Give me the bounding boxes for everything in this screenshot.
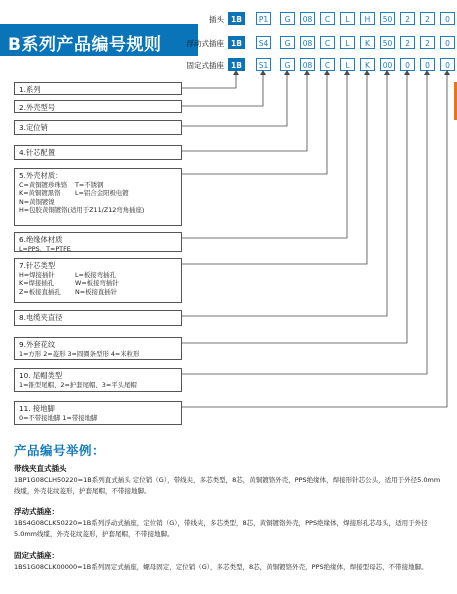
connector-line xyxy=(182,71,287,126)
spec-title: 6.绝缘体材质 xyxy=(19,235,63,244)
spec-title: 7.针芯类型 xyxy=(19,261,56,270)
code-cell: 2 xyxy=(400,12,415,25)
connector-line xyxy=(182,71,427,374)
code-cell: 0 xyxy=(440,36,455,49)
spec-title: 10. 尾帽类型 xyxy=(19,371,63,380)
code-row-label: 固定式插座 xyxy=(186,61,224,70)
code-cell: K xyxy=(360,58,375,71)
spec-option: Z=板接直插孔 xyxy=(19,287,61,296)
spec-box xyxy=(14,258,182,303)
spec-box xyxy=(14,368,182,392)
spec-line: N=黄铜镀镍 xyxy=(19,197,55,206)
spec-title: 11. 接地脚 xyxy=(19,404,55,413)
code-cell: 2 xyxy=(400,36,415,49)
code-row-label: 浮动式插座 xyxy=(186,39,224,48)
spec-box xyxy=(14,168,182,226)
code-cell: L xyxy=(340,36,355,49)
spec-line: 0=不带接地脚 1=带接地脚 xyxy=(19,414,98,422)
code-cell: G xyxy=(280,36,295,49)
spec-box xyxy=(14,310,182,326)
code-cell: G xyxy=(280,12,295,25)
spec-box xyxy=(14,82,182,95)
spec-option-grid xyxy=(19,271,177,296)
code-cell: C xyxy=(320,58,335,71)
spec-option: H=焊接插针 xyxy=(19,271,55,279)
spec-title: 3.定位销 xyxy=(19,123,48,132)
spec-line: 1=方形 2=菱形 3=圆圈条型形 4=米粒形 xyxy=(19,350,140,358)
spec-line: H=包胶黄铜镀铬(适用于Z11/Z12弯角插座) xyxy=(19,205,145,214)
example-body-plug: 1BP1G08CLH50220=1B系列直式插头 定位销（G），带线夹，多芯类型，8芯，黄铜镀铬外壳，PPS绝缘体，焊接形针芯公头，适用于外径5.0mm线缆，外壳花纹菱形，护套尾帽，不带接地脚。 xyxy=(14,476,441,495)
spec-title: 5.外壳材质： xyxy=(19,171,63,180)
spec-option: L=铝合金阳极电镀 xyxy=(75,189,129,198)
connector-line xyxy=(182,71,367,264)
spec-option: N=板接直插针 xyxy=(75,287,118,296)
connector-line xyxy=(182,71,407,343)
code-cell: 0 xyxy=(400,58,415,71)
spec-title: 9.外套花纹 xyxy=(19,340,56,349)
spec-option: C=黄铜镀珍珠铬 xyxy=(19,181,68,189)
code-cell: C xyxy=(320,36,335,49)
spec-option: K=焊接插孔 xyxy=(19,279,55,288)
spec-box xyxy=(14,145,182,160)
connector-line xyxy=(182,71,347,238)
spec-option: T=不锈钢 xyxy=(75,181,104,189)
spec-line: L=PPS、T=PTFE xyxy=(19,245,71,253)
code-cell: 0 xyxy=(440,12,455,25)
code-cell: L xyxy=(340,58,355,71)
connector-line xyxy=(182,71,327,174)
code-cell: 08 xyxy=(300,12,315,25)
code-cell: 1B xyxy=(228,36,245,49)
code-cell: 00 xyxy=(380,58,395,71)
code-cell: H xyxy=(360,12,375,25)
page-title: B系列产品编号规则 xyxy=(8,35,162,55)
connector-line xyxy=(182,71,236,88)
code-cell: L xyxy=(340,12,355,25)
code-cell: 50 xyxy=(380,12,395,25)
code-cell: 0 xyxy=(440,58,455,71)
connector-line xyxy=(182,71,263,106)
connector-line xyxy=(182,71,307,151)
example-title-floating: 浮动式插座： xyxy=(14,507,59,516)
spec-option-grid xyxy=(19,181,177,198)
spec-title: 4.针芯配置 xyxy=(19,148,56,157)
spec-option: K=黄铜镀黑铬 xyxy=(19,189,61,198)
connector-line xyxy=(182,71,387,316)
spec-box xyxy=(14,337,182,360)
example-body-floating: 1BS4G08CLK50220=1B系列浮动式插座，定位销（G），带线夹，多芯类型，8芯，黄铜镀铬外壳，PPS绝缘体，焊接形孔芯母头，适用于外径5.0mm线缆，外壳花纹菱形，护套尾帽，不带接地脚。 xyxy=(14,519,428,538)
code-cell: 2 xyxy=(420,12,435,25)
code-row-label: 插头 xyxy=(209,15,224,24)
spec-option: L=板接弯插孔 xyxy=(75,271,116,279)
spec-title: 1.系列 xyxy=(19,85,41,94)
spec-box xyxy=(14,232,182,252)
code-cell: G xyxy=(280,58,295,71)
spec-box xyxy=(14,120,182,135)
example-title-fixed: 固定式插座： xyxy=(14,551,59,560)
code-cell: 08 xyxy=(300,58,315,71)
code-cell: K xyxy=(360,36,375,49)
connector-line xyxy=(182,71,447,407)
spec-box xyxy=(14,100,182,113)
spec-box xyxy=(14,401,182,425)
code-cell: 08 xyxy=(300,36,315,49)
spec-title: 2.外壳型号 xyxy=(19,103,56,112)
code-cell: P1 xyxy=(256,12,271,25)
spec-title: 8.电缆夹直径 xyxy=(19,313,63,322)
example-body-fixed: 1BS1G08CLK00000=1B系列固定式插座，螺母固定，定位销（G），多芯类型，8芯，黄铜镀铬外壳，PPS绝缘体，焊接型母芯，不带接地脚。 xyxy=(14,563,428,571)
code-cell: S1 xyxy=(256,58,271,71)
code-cell: C xyxy=(320,12,335,25)
spec-line: 1=锥型尾帽、2=护套尾帽、3=平头尾帽 xyxy=(19,381,137,389)
examples-heading: 产品编号举例： xyxy=(14,443,106,458)
code-cell: S4 xyxy=(256,36,271,49)
example-title-plug: 带线夹直式插头 xyxy=(14,464,67,473)
spec-option: W=板接弯插针 xyxy=(75,279,119,288)
code-cell: 2 xyxy=(420,36,435,49)
code-cell: 50 xyxy=(380,36,395,49)
code-cell: 0 xyxy=(420,58,435,71)
code-cell: 1B xyxy=(228,12,245,25)
code-cell: 1B xyxy=(228,58,245,71)
